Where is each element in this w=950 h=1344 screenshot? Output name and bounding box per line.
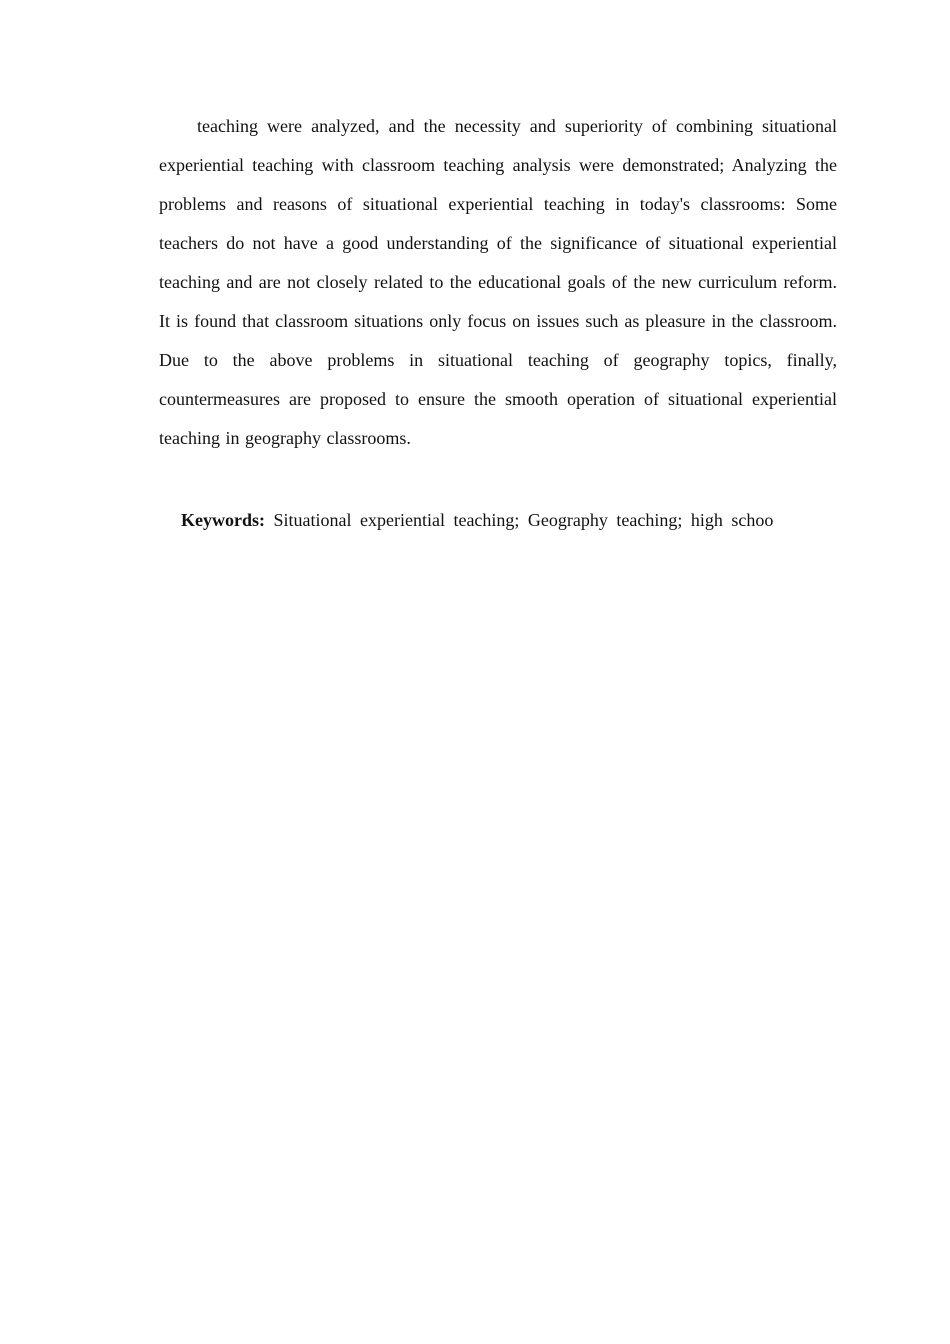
abstract-paragraph: teaching were analyzed, and the necessity and superiority of combining situational experiential teaching with classroom teaching analysis were demonstrated; Analyzing the problems and reasons of situational experiential teaching in today's classrooms: Some teachers do not have a good understanding of the significance of situational experiential teaching and are not closely related to the educational goals of the new curriculum reform. It is found that classroom situations only focus on issues such as pleasure in the classroom. Due to the above problems in situational teaching of geography topics, finally, countermeasures are proposed to ensure the smooth operation of situational experiential teaching in geography classrooms. — [159, 116, 837, 448]
keywords-label: Keywords: — [181, 510, 265, 530]
keywords-line — [181, 504, 841, 536]
keywords-text: Situational experiential teaching; Geography teaching; high schoo — [273, 510, 774, 530]
